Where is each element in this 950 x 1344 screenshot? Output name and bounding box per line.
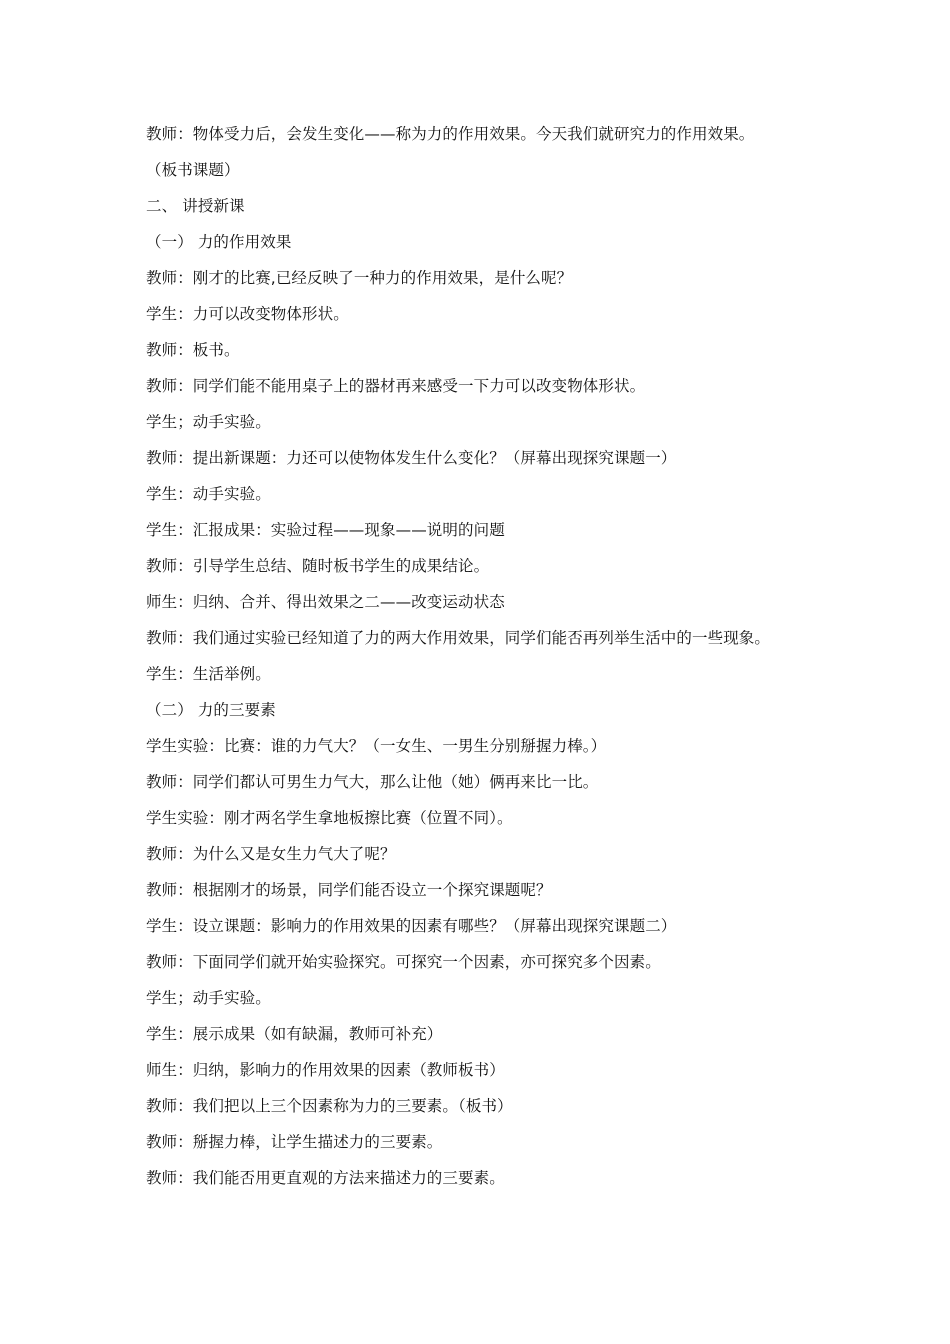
paragraph-line: 学生：展示成果（如有缺漏，教师可补充） [146, 1025, 443, 1043]
paragraph-line: 教师：根据刚才的场景，同学们能否设立一个探究课题呢？ [146, 881, 552, 899]
paragraph-line: 学生实验：比赛：谁的力气大？（一女生、一男生分别掰握力棒。） [146, 737, 607, 755]
paragraph-line: 教师：我们通过实验已经知道了力的两大作用效果，同学们能否再列举生活中的一些现象。 [146, 629, 771, 647]
paragraph-line: 学生：力可以改变物体形状。 [146, 305, 349, 323]
paragraph-line: 教师：提出新课题：力还可以使物体发生什么变化？（屏幕出现探究课题一） [146, 449, 677, 467]
paragraph-line: 师生：归纳，影响力的作用效果的因素（教师板书） [146, 1061, 505, 1079]
paragraph-line: 教师：为什么又是女生力气大了呢？ [146, 845, 396, 863]
paragraph-line: 学生：生活举例。 [146, 665, 271, 683]
document-body [146, 124, 836, 1204]
paragraph-line: 教师：板书。 [146, 341, 240, 359]
paragraph-line: （板书课题） [146, 161, 240, 179]
paragraph-line: 学生：动手实验。 [146, 485, 271, 503]
paragraph-line: 教师：刚才的比赛,已经反映了一种力的作用效果，是什么呢？ [146, 269, 573, 287]
paragraph-line: 教师：掰握力棒，让学生描述力的三要素。 [146, 1133, 443, 1151]
subsection-heading: （一） 力的作用效果 [146, 233, 292, 251]
paragraph-line: 教师：同学们能不能用桌子上的器材再来感受一下力可以改变物体形状。 [146, 377, 646, 395]
paragraph-line: 学生：汇报成果：实验过程——现象——说明的问题 [146, 521, 505, 539]
paragraph-line: 学生；动手实验。 [146, 413, 271, 431]
paragraph-line: 学生；动手实验。 [146, 989, 271, 1007]
paragraph-line: 学生实验：刚才两名学生拿地板擦比赛（位置不同）。 [146, 809, 513, 827]
paragraph-line: 教师：引导学生总结、随时板书学生的成果结论。 [146, 557, 490, 575]
paragraph-line: 教师：物体受力后，会发生变化——称为力的作用效果。今天我们就研究力的作用效果。 [146, 125, 755, 143]
paragraph-line: 教师：下面同学们就开始实验探究。可探究一个因素，亦可探究多个因素。 [146, 953, 661, 971]
paragraph-line: 教师：同学们都认可男生力气大，那么让他（她）俩再来比一比。 [146, 773, 599, 791]
paragraph-line: 教师：我们把以上三个因素称为力的三要素。（板书） [146, 1097, 513, 1115]
paragraph-line: 教师：我们能否用更直观的方法来描述力的三要素。 [146, 1169, 505, 1187]
paragraph-line: 学生：设立课题：影响力的作用效果的因素有哪些？（屏幕出现探究课题二） [146, 917, 677, 935]
paragraph-line: 师生：归纳、合并、得出效果之二——改变运动状态 [146, 593, 505, 611]
section-heading: 二、 讲授新课 [146, 197, 245, 215]
subsection-heading: （二） 力的三要素 [146, 701, 276, 719]
